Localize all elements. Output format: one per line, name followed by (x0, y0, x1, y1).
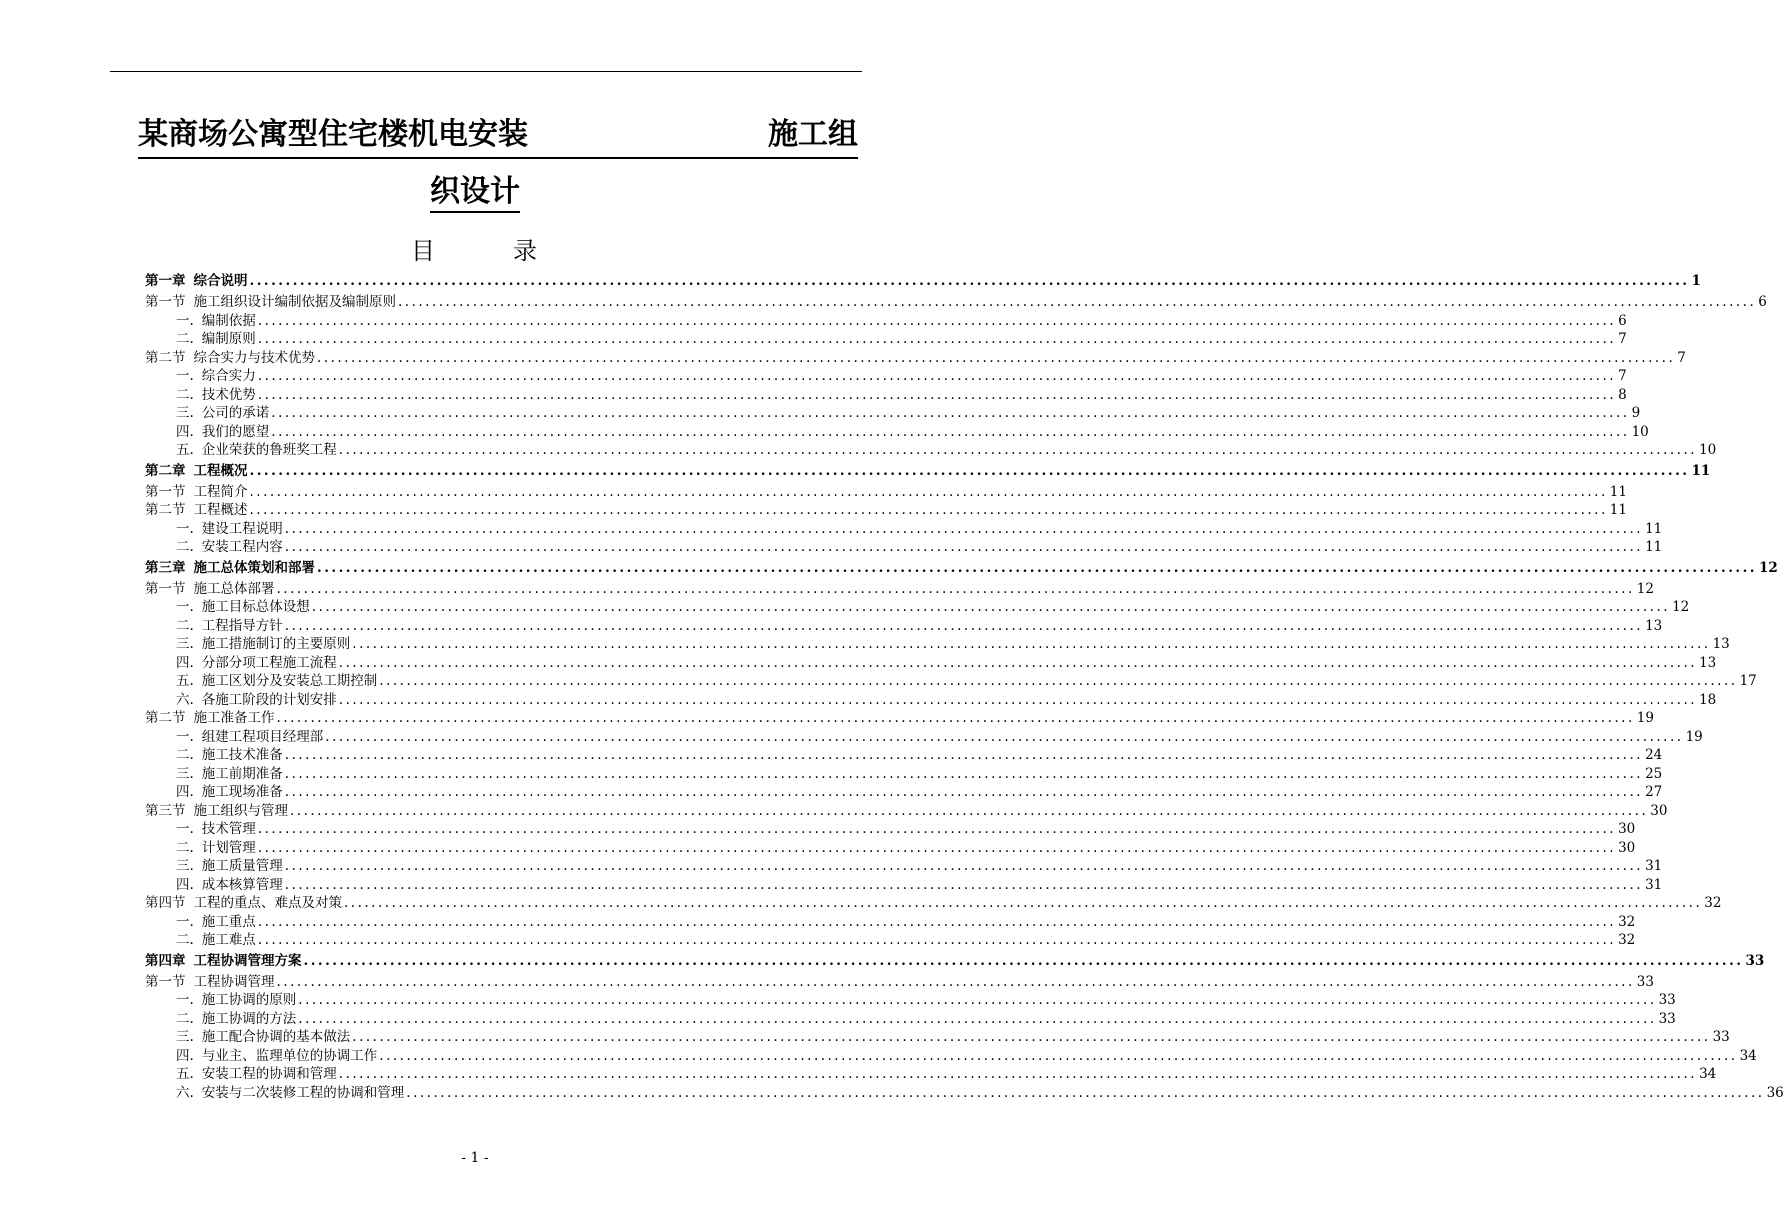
toc-entry-item[interactable] (145, 857, 1663, 876)
toc-entry-number: 二. (176, 539, 194, 555)
toc-entry-number: 第三节 (145, 802, 186, 819)
toc-leader-dots: ........................................................................................................................................................................................................ (303, 952, 1744, 969)
toc-entry-item[interactable] (145, 672, 1757, 691)
toc-entry-title: 施工前期准备 (201, 765, 283, 782)
toc-entry-number: 第一节 (145, 580, 186, 597)
toc-entry-number: 二. (176, 747, 194, 763)
toc-entry-title: 工程指导方针 (201, 617, 283, 634)
toc-entry-title: 施工难点 (201, 932, 256, 948)
toc-leader-dots: ........................................................................................................................................................................................................ (284, 858, 1644, 874)
toc-entry-page: 32 (1618, 932, 1636, 948)
toc-entry-title: 施工配合协调的基本做法 (201, 1029, 351, 1045)
toc-entry-page: 7 (1618, 331, 1627, 347)
toc-entry-item[interactable] (145, 839, 1636, 858)
toc-entry-item[interactable] (145, 991, 1676, 1010)
toc-leader-dots: ........................................................................................................................................................................................................ (257, 821, 1617, 837)
toc-entry-number: 五. (176, 673, 194, 689)
toc-leader-dots: ........................................................................................................................................................................................................ (352, 636, 1711, 652)
toc-entry-page: 31 (1645, 858, 1663, 874)
toc-leader-dots: ........................................................................................................................................................................................................ (338, 691, 1698, 708)
toc-entry-section[interactable] (145, 349, 1686, 368)
toc-entry-title: 安装工程的协调和管理 (201, 1066, 337, 1082)
toc-entry-section[interactable] (145, 802, 1668, 821)
toc-entry-page: 32 (1618, 913, 1636, 930)
toc-entry-page: 30 (1618, 839, 1636, 856)
toc-entry-item[interactable] (145, 520, 1663, 539)
toc-entry-number: 二. (176, 1010, 194, 1027)
toc-entry-number: 四. (176, 876, 194, 893)
page-number: - 1 - (461, 1150, 489, 1166)
toc-entry-number: 三. (176, 765, 194, 782)
toc-entry-chapter[interactable] (145, 557, 1778, 580)
toc-entry-title: 施工技术准备 (201, 747, 283, 763)
toc-entry-page: 6 (1618, 312, 1627, 329)
toc-entry-number: 四. (176, 423, 194, 440)
toc-leader-dots: ........................................................................................................................................................................................................ (257, 913, 1617, 930)
toc-entry-title: 施工措施制订的主要原则 (201, 636, 351, 652)
toc-entry-page: 13 (1645, 617, 1663, 634)
toc-entry-section[interactable] (145, 293, 1767, 312)
toc-entry-item[interactable] (145, 820, 1636, 839)
toc-entry-title: 施工现场准备 (201, 784, 283, 800)
toc-entry-title: 施工准备工作 (193, 710, 275, 726)
toc-entry-number: 三. (176, 636, 194, 652)
toc-leader-dots: ........................................................................................................................................................................................................ (338, 1066, 1698, 1082)
toc-entry-title: 施工组织设计编制依据及编制原则 (193, 294, 396, 310)
toc-entry-title: 工程简介 (193, 483, 248, 500)
toc-entry-number: 二. (176, 617, 194, 634)
toc-entry-number: 一. (176, 992, 194, 1008)
toc-leader-dots: ........................................................................................................................................................................................................ (257, 312, 1617, 329)
toc-leader-dots: ........................................................................................................................................................................................................ (406, 1084, 1765, 1101)
toc-entry-number: 一. (176, 913, 194, 930)
toc-entry-section[interactable] (145, 894, 1722, 913)
toc-leader-dots: ........................................................................................................................................................................................................ (317, 559, 1757, 576)
toc-entry-number: 第一节 (145, 483, 186, 500)
toc-entry-number: 五. (176, 1066, 194, 1082)
toc-entry-item[interactable] (145, 441, 1717, 460)
toc-entry-page: 31 (1645, 876, 1663, 893)
toc-entry-number: 第四章 (145, 952, 186, 969)
toc-entry-item[interactable] (145, 312, 1627, 331)
toc-entry-item[interactable] (145, 746, 1663, 765)
toc-leader-dots: ........................................................................................................................................................................................................ (257, 331, 1617, 347)
toc-entry-page: 11 (1645, 539, 1663, 555)
toc-entry-section[interactable] (145, 973, 1654, 992)
toc-entry-number: 第二节 (145, 710, 186, 726)
toc-entry-title: 综合实力 (201, 368, 256, 384)
toc-leader-dots: ........................................................................................................................................................................................................ (257, 386, 1617, 403)
toc-entry-number: 二. (176, 386, 194, 403)
toc-entry-page: 11 (1609, 502, 1627, 518)
toc-entry-page: 33 (1712, 1029, 1730, 1045)
toc-entry-number: 三. (176, 858, 194, 874)
toc-entry-number: 六. (176, 691, 194, 708)
toc-entry-section[interactable] (145, 709, 1654, 728)
toc-entry-title: 安装与二次装修工程的协调和管理 (201, 1084, 405, 1101)
toc-entry-chapter[interactable] (145, 270, 1701, 293)
toc-entry-page: 12 (1672, 599, 1690, 615)
toc-entry-page: 19 (1685, 728, 1703, 745)
title-line1-right: 施工组 (768, 117, 858, 152)
toc-entry-page: 13 (1712, 636, 1730, 652)
toc-entry-title: 施工总体部署 (193, 580, 275, 597)
toc-entry-title: 施工协调的原则 (201, 992, 297, 1008)
toc-entry-number: 三. (176, 1029, 194, 1045)
toc-entry-page: 27 (1645, 784, 1663, 800)
toc-entry-title: 施工总体策划和部署 (193, 559, 315, 576)
toc-entry-title: 成本核算管理 (201, 876, 283, 893)
toc-entry-page: 33 (1658, 1010, 1676, 1027)
toc-entry-page: 36 (1766, 1084, 1784, 1101)
toc-entry-number: 第三章 (145, 559, 186, 576)
toc-leader-dots: ........................................................................................................................................................................................................ (290, 802, 1649, 819)
toc-entry-number: 第一节 (145, 294, 186, 310)
toc-entry-page: 19 (1636, 710, 1654, 726)
toc-heading (0, 233, 950, 269)
toc-leader-dots: ........................................................................................................................................................................................................ (257, 932, 1617, 948)
toc-leader-dots: ........................................................................................................................................................................................................ (249, 273, 1690, 289)
toc-entry-title: 建设工程说明 (201, 520, 283, 537)
toc-entry-title: 施工区划分及安装总工期控制 (201, 673, 378, 689)
toc-entry-page: 18 (1699, 691, 1717, 708)
toc-entry-item[interactable] (145, 876, 1663, 895)
toc-entry-page: 13 (1699, 654, 1717, 671)
toc-leader-dots: ........................................................................................................................................................................................................ (317, 349, 1676, 366)
toc-heading-char-2: 录 (513, 237, 539, 265)
toc-entry-page: 33 (1745, 952, 1765, 969)
toc-entry-item[interactable] (145, 617, 1663, 636)
toc-entry-number: 第一节 (145, 973, 186, 990)
toc-entry-section[interactable] (145, 483, 1627, 502)
toc-entry-page: 10 (1631, 423, 1649, 440)
toc-entry-title: 企业荣获的鲁班奖工程 (201, 442, 337, 458)
toc-entry-number: 第二章 (145, 462, 186, 479)
toc-entry-title: 技术优势 (201, 386, 256, 403)
toc-entry-item[interactable] (145, 1028, 1730, 1047)
toc-entry-item[interactable] (145, 691, 1717, 710)
toc-entry-title: 施工目标总体设想 (201, 599, 310, 615)
toc-entry-number: 一. (176, 312, 194, 329)
toc-entry-title: 施工重点 (201, 913, 256, 930)
toc-entry-number: 一. (176, 599, 194, 615)
toc-entry-page: 34 (1739, 1047, 1757, 1064)
toc-entry-page: 34 (1699, 1066, 1717, 1082)
toc-entry-item[interactable] (145, 1010, 1676, 1029)
toc-entry-number: 第一章 (145, 273, 186, 289)
toc-entry-number: 五. (176, 442, 194, 458)
toc-entry-number: 一. (176, 520, 194, 537)
toc-entry-title: 编制原则 (201, 331, 256, 347)
toc-leader-dots: ........................................................................................................................................................................................................ (338, 442, 1698, 458)
toc-entry-number: 第四节 (145, 895, 186, 911)
toc-leader-dots: ........................................................................................................................................................................................................ (284, 520, 1644, 537)
toc-entry-title: 施工质量管理 (201, 858, 283, 874)
toc-leader-dots: ........................................................................................................................................................................................................ (276, 710, 1635, 726)
toc-leader-dots: ........................................................................................................................................................................................................ (284, 784, 1644, 800)
toc-entry-page: 1 (1691, 273, 1701, 289)
table-of-contents (145, 270, 1784, 1102)
toc-leader-dots: ........................................................................................................................................................................................................ (344, 895, 1703, 911)
toc-entry-page: 32 (1704, 895, 1722, 911)
toc-entry-section[interactable] (145, 580, 1654, 599)
toc-entry-page: 6 (1758, 294, 1767, 310)
header-rule (110, 71, 862, 72)
toc-leader-dots: ........................................................................................................................................................................................................ (398, 294, 1757, 310)
toc-entry-item[interactable] (145, 783, 1663, 802)
toc-entry-number: 二. (176, 839, 194, 856)
toc-entry-title: 公司的承诺 (201, 405, 270, 421)
toc-leader-dots: ........................................................................................................................................................................................................ (379, 673, 1738, 689)
toc-entry-title: 工程的重点、难点及对策 (193, 895, 342, 911)
toc-entry-section[interactable] (145, 501, 1627, 520)
toc-leader-dots: ........................................................................................................................................................................................................ (298, 992, 1657, 1008)
toc-leader-dots: ........................................................................................................................................................................................................ (311, 599, 1671, 615)
toc-entry-item[interactable] (145, 635, 1730, 654)
toc-entry-item[interactable] (145, 654, 1717, 673)
toc-leader-dots: ........................................................................................................................................................................................................ (276, 973, 1635, 990)
document-title (138, 113, 858, 159)
toc-entry-number: 一. (176, 368, 194, 384)
toc-entry-title: 编制依据 (201, 312, 256, 329)
toc-entry-title: 工程协调管理方案 (193, 952, 302, 969)
toc-leader-dots: ........................................................................................................................................................................................................ (257, 839, 1617, 856)
toc-leader-dots: ........................................................................................................................................................................................................ (271, 423, 1630, 440)
toc-entry-item[interactable] (145, 538, 1663, 557)
toc-entry-item[interactable] (145, 728, 1703, 747)
toc-entry-title: 分部分项工程施工流程 (201, 654, 337, 671)
toc-heading-char-1: 目 (411, 237, 437, 265)
toc-entry-number: 二. (176, 331, 194, 347)
toc-entry-number: 一. (176, 728, 194, 745)
toc-leader-dots: ........................................................................................................................................................................................................ (249, 462, 1690, 479)
toc-entry-page: 9 (1631, 405, 1641, 421)
toc-entry-item[interactable] (145, 1047, 1757, 1066)
toc-entry-title: 安装工程内容 (201, 539, 283, 555)
toc-entry-number: 四. (176, 654, 194, 671)
toc-entry-page: 12 (1636, 580, 1654, 597)
toc-leader-dots: ........................................................................................................................................................................................................ (338, 654, 1698, 671)
toc-entry-title: 组建工程项目经理部 (201, 728, 324, 745)
toc-entry-page: 30 (1618, 821, 1636, 837)
toc-entry-page: 7 (1677, 349, 1686, 366)
toc-entry-number: 六. (176, 1084, 194, 1101)
toc-entry-title: 计划管理 (201, 839, 256, 856)
toc-leader-dots: ........................................................................................................................................................................................................ (352, 1029, 1711, 1045)
toc-entry-item[interactable] (145, 1065, 1717, 1084)
toc-entry-number: 第二节 (145, 502, 186, 518)
toc-entry-page: 17 (1739, 673, 1757, 689)
toc-entry-page: 11 (1645, 520, 1663, 537)
toc-entry-title: 综合实力与技术优势 (193, 349, 315, 366)
toc-entry-page: 24 (1645, 747, 1663, 763)
toc-leader-dots: ........................................................................................................................................................................................................ (276, 580, 1635, 597)
toc-entry-page: 30 (1650, 802, 1668, 819)
toc-entry-title: 工程概况 (193, 462, 248, 479)
toc-leader-dots: ........................................................................................................................................................................................................ (249, 483, 1608, 500)
title-line1-left: 某商场公寓型住宅楼机电安装 (138, 117, 528, 152)
toc-leader-dots: ........................................................................................................................................................................................................ (284, 876, 1644, 893)
toc-entry-page: 33 (1658, 992, 1676, 1008)
toc-entry-chapter[interactable] (145, 950, 1765, 973)
toc-entry-item[interactable] (145, 931, 1636, 950)
toc-leader-dots: ........................................................................................................................................................................................................ (284, 765, 1644, 782)
toc-entry-number: 三. (176, 405, 194, 421)
toc-entry-page: 8 (1618, 386, 1627, 403)
toc-entry-title: 施工协调的方法 (201, 1010, 297, 1027)
toc-entry-title: 我们的愿望 (201, 423, 270, 440)
toc-entry-item[interactable] (145, 367, 1627, 386)
toc-entry-title: 各施工阶段的计划安排 (201, 691, 337, 708)
toc-leader-dots: ........................................................................................................................................................................................................ (284, 617, 1644, 634)
toc-entry-title: 施工组织与管理 (193, 802, 288, 819)
toc-entry-number: 二. (176, 932, 194, 948)
toc-entry-item[interactable] (145, 404, 1641, 423)
title-line2: 织设计 (430, 174, 520, 213)
toc-entry-page: 10 (1699, 442, 1717, 458)
toc-entry-title: 工程概述 (193, 502, 248, 518)
toc-entry-item[interactable] (145, 386, 1627, 405)
toc-entry-item[interactable] (145, 423, 1649, 442)
toc-entry-item[interactable] (145, 913, 1636, 932)
toc-entry-title: 技术管理 (201, 821, 256, 837)
toc-entry-title: 综合说明 (193, 273, 248, 289)
toc-entry-page: 7 (1618, 368, 1627, 384)
toc-entry-page: 33 (1636, 973, 1654, 990)
toc-leader-dots: ........................................................................................................................................................................................................ (257, 368, 1617, 384)
toc-leader-dots: ........................................................................................................................................................................................................ (298, 1010, 1657, 1027)
toc-entry-page: 25 (1645, 765, 1663, 782)
toc-entry-page: 12 (1759, 559, 1778, 576)
document-title-continued (0, 170, 950, 214)
toc-leader-dots: ........................................................................................................................................................................................................ (325, 728, 1684, 745)
toc-entry-item[interactable] (145, 330, 1627, 349)
toc-leader-dots: ........................................................................................................................................................................................................ (284, 539, 1644, 555)
toc-leader-dots: ........................................................................................................................................................................................................ (249, 502, 1608, 518)
toc-entry-item[interactable] (145, 598, 1690, 617)
toc-entry-number: 第二节 (145, 349, 186, 366)
toc-entry-item[interactable] (145, 1084, 1784, 1103)
toc-entry-page: 11 (1691, 462, 1711, 479)
toc-entry-title: 与业主、监理单位的协调工作 (201, 1047, 378, 1064)
toc-leader-dots: ........................................................................................................................................................................................................ (271, 405, 1630, 421)
toc-entry-title: 工程协调管理 (193, 973, 275, 990)
toc-leader-dots: ........................................................................................................................................................................................................ (379, 1047, 1738, 1064)
toc-entry-item[interactable] (145, 765, 1663, 784)
toc-entry-chapter[interactable] (145, 460, 1711, 483)
toc-entry-number: 四. (176, 1047, 194, 1064)
toc-entry-number: 一. (176, 821, 194, 837)
toc-entry-page: 11 (1609, 483, 1627, 500)
toc-entry-number: 四. (176, 784, 194, 800)
toc-leader-dots: ........................................................................................................................................................................................................ (284, 747, 1644, 763)
